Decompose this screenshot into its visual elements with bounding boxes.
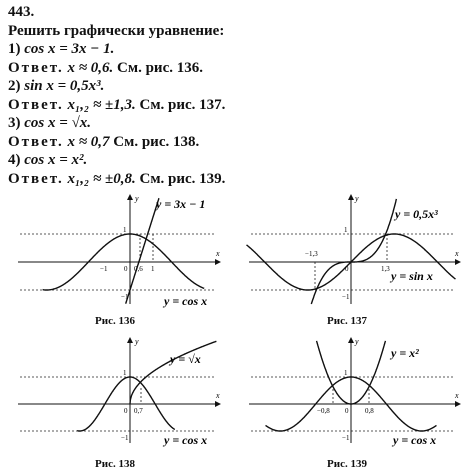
figure-ref: См. рис. 138. (113, 133, 200, 150)
part-label: 4) (8, 152, 21, 168)
y-axis-arrow (348, 194, 354, 200)
y-bot-label: −1 (342, 434, 350, 442)
part-2-answer (8, 96, 338, 115)
part-label: 2) (8, 78, 21, 94)
x-axis-label: x (455, 391, 459, 400)
line-curve (126, 198, 159, 304)
x-axis-arrow (455, 401, 461, 407)
figure-139-caption: Рис. 139 (327, 458, 367, 470)
part-4-answer (8, 170, 338, 189)
curve-label-bottom: y = cos x (164, 294, 208, 308)
part-3-answer (8, 133, 338, 152)
sqrt-curve (130, 341, 216, 404)
y-axis-label: y (135, 194, 139, 203)
x-axis-label: x (216, 391, 220, 400)
origin-label: 0 (345, 265, 349, 273)
x-axis-arrow (215, 259, 221, 265)
figure-138-plot (10, 335, 225, 447)
origin-label: 0 (124, 407, 128, 415)
equation: sin x = 0,5x³. (24, 78, 105, 94)
tick-root-label: 0,6 (134, 265, 143, 273)
y-top-label: 1 (344, 369, 348, 377)
part-1-answer (8, 59, 338, 78)
answer-value: x₁,₂ ≈ ±0,8. (67, 170, 136, 187)
tick-pos-label: 0,8 (365, 407, 374, 415)
cubic-curve (311, 199, 396, 304)
y-axis-arrow (127, 194, 133, 200)
curve-label-top: y = 0,5x³ (395, 207, 438, 221)
figure-137-caption: Рис. 137 (327, 315, 367, 327)
y-top-label: 1 (123, 226, 127, 234)
part-label: 1) (8, 41, 21, 57)
x-axis-arrow (215, 401, 221, 407)
tick-pos-label: 1 (151, 265, 155, 273)
tick-root-label: 0,7 (134, 407, 143, 415)
curve-label-bottom: y = sin x (391, 269, 433, 283)
answer-word: Ответ. (8, 96, 64, 113)
y-top-label: 1 (344, 226, 348, 234)
curve-label-bottom: y = cos x (164, 433, 208, 447)
y-axis-label: y (355, 337, 359, 346)
curve-label-top: y = √x (170, 352, 201, 366)
y-bot-label: −1 (121, 293, 129, 301)
y-axis-label: y (355, 194, 359, 203)
answer-value: x₁,₂ ≈ ±1,3. (67, 96, 136, 113)
y-axis-arrow (348, 337, 354, 343)
tick-neg-label: −1 (100, 265, 108, 273)
figure-137-plot (243, 192, 463, 310)
x-axis-label: x (455, 249, 459, 258)
origin-label: 0 (124, 265, 128, 273)
y-axis-label: y (135, 337, 139, 346)
part-2-equation (8, 77, 338, 96)
x-axis-arrow (455, 259, 461, 265)
curve-label-top: y = x² (391, 346, 419, 360)
curve-label-top: y = 3x − 1 (156, 197, 206, 211)
y-axis-arrow (127, 337, 133, 343)
answer-word: Ответ. (8, 170, 64, 187)
figure-136-plot (10, 192, 225, 310)
part-4-equation (8, 151, 338, 170)
part-3-equation (8, 114, 338, 133)
tick-neg-label: −0,8 (317, 407, 330, 415)
y-top-label: 1 (123, 369, 127, 377)
figure-136-caption: Рис. 136 (95, 315, 135, 327)
problem-number: 443. (8, 4, 35, 20)
curve-label-bottom: y = cos x (393, 433, 437, 447)
answer-word: Ответ. (8, 59, 64, 76)
part-label: 3) (8, 115, 21, 131)
y-bot-label: −1 (121, 434, 129, 442)
origin-label: 0 (345, 407, 349, 415)
answer-value: x ≈ 0,7 (67, 133, 110, 150)
problem-statement: Решить графически уравнение: (8, 22, 225, 39)
problem-text (8, 3, 338, 188)
equation: cos x = √x. (24, 115, 92, 131)
part-1-equation (8, 40, 338, 59)
equation: cos x = x². (24, 152, 88, 168)
x-axis-label: x (216, 249, 220, 258)
tick-neg-label: −1,3 (305, 250, 318, 258)
figure-138-caption: Рис. 138 (95, 458, 135, 470)
tick-pos-label: 1,3 (381, 265, 390, 273)
figure-ref: См. рис. 139. (139, 170, 226, 187)
figure-ref: См. рис. 137. (139, 96, 226, 113)
figure-139-plot (243, 335, 463, 447)
answer-value: x ≈ 0,6. (67, 59, 114, 76)
figure-ref: См. рис. 136. (117, 59, 203, 76)
equation: cos x = 3x − 1. (24, 41, 115, 57)
y-bot-label: −1 (342, 293, 350, 301)
answer-word: Ответ. (8, 133, 64, 150)
